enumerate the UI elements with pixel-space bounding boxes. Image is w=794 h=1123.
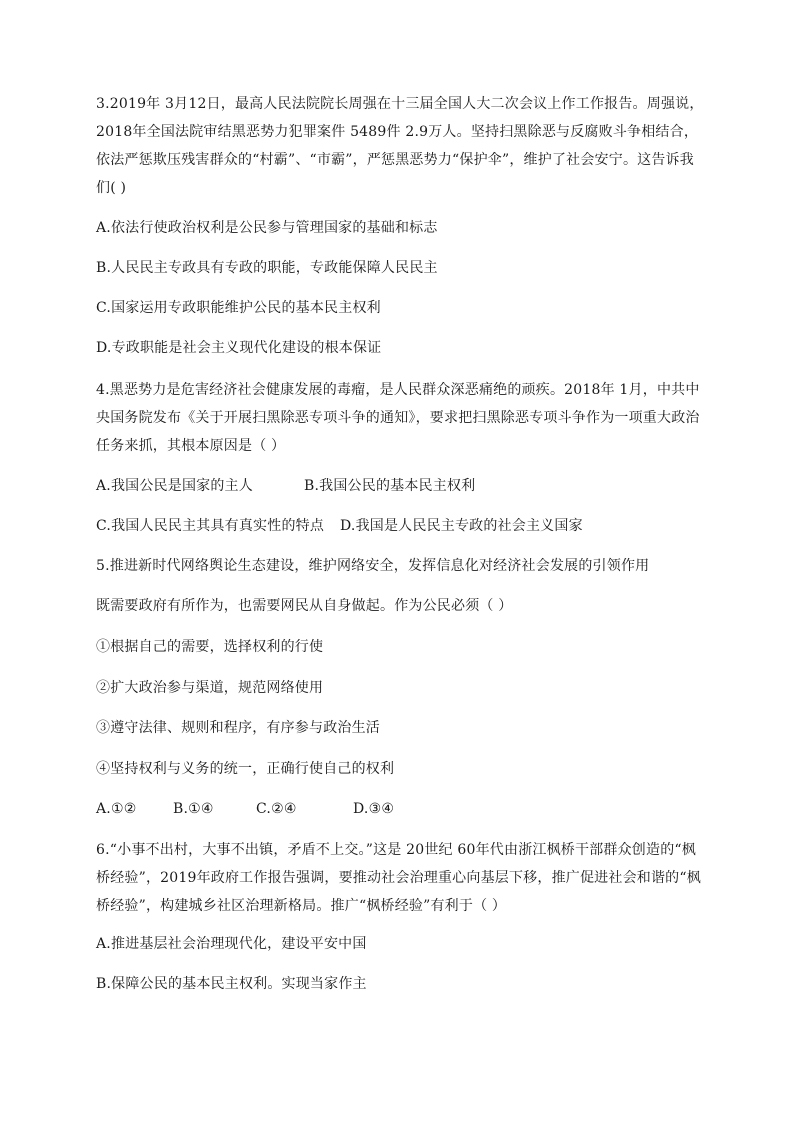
q3-option-d: D.专政职能是社会主义现代化建设的根本保证 <box>96 340 382 356</box>
q5-stem-line-1: 5.推进新时代网络舆论生态建设，维护网络安全，发挥信息化对经济社会发展的引领作用 <box>96 558 650 574</box>
q3-option-b: B.人民民主专政具有专政的职能，专政能保障人民民主 <box>96 260 438 276</box>
q4-option-a: A.我国公民是国家的主人 <box>96 478 253 494</box>
q4-option-d: D.我国是人民民主专政的社会主义国家 <box>340 518 583 534</box>
q3-option-c: C.国家运用专政职能维护公民的基本民主权利 <box>96 300 381 316</box>
q5-option-a: A.①② <box>96 801 137 817</box>
q3-stem: 3.2019年 3月12日，最高人民法院院长周强在十三届全国人大二次会议上作工作报告。周强说，2018年全国法院审结黑恶势力犯罪案件 5489件 2.9万人。坚持扫黑除恶与反腐败斗争相结合，依法严惩欺压残害群众的“村霸”、“市霸”，严惩黑恶势力“保护伞”，维护了社会安宁。这告诉我们( ) <box>96 96 704 196</box>
q6-option-a: A.推进基层社会治理现代化，建设平安中国 <box>96 936 367 952</box>
q4-options-row-1 <box>96 476 706 496</box>
q6-stem: 6.“小事不出村，大事不出镇，矛盾不上交。”这是 20世纪 60年代由浙江枫桥干部群众创造的“枫桥经验”，2019年政府工作报告强调，要推动社会治理重心向基层下移，推广促进社会和谐的“枫桥经验”，构建城乡社区治理新格局。推广“枫桥经验”有利于（ ） <box>96 842 701 914</box>
q5-options-row <box>96 799 706 819</box>
q3-option-a: A.依法行使政治权利是公民参与管理国家的基础和标志 <box>96 220 438 236</box>
q5-option-b: B.①④ <box>173 801 214 817</box>
q5-option-c: C.②④ <box>256 801 297 817</box>
q6-option-b: B.保障公民的基本民主权利。实现当家作主 <box>96 976 367 992</box>
q4-option-b: B.我国公民的基本民主权利 <box>304 478 476 494</box>
q4-options-row-2 <box>96 516 706 536</box>
q5-option-d: D.③④ <box>353 801 395 817</box>
q5-item-3: ③遵守法律、规则和程序，有序参与政治生活 <box>96 720 380 736</box>
q5-item-1: ①根据自己的需要，选择权利的行使 <box>96 639 324 655</box>
q5-item-2: ②扩大政治参与渠道，规范网络使用 <box>96 680 324 696</box>
q4-option-c: C.我国人民民主其具有真实性的特点 <box>96 518 325 534</box>
q5-item-4: ④坚持权利与义务的统一，正确行使自己的权利 <box>96 761 395 777</box>
q4-stem: 4.黑恶势力是危害经济社会健康发展的毒瘤，是人民群众深恶痛绝的顽疾。2018年 1月，中共中央国务院发布《关于开展扫黑除恶专项斗争的通知》，要求把扫黑除恶专项斗争作为一项重大政治任务来抓，其根本原因是（ ） <box>96 382 700 454</box>
q5-stem-line-2: 既需要政府有所作为，也需要网民从自身做起。作为公民必须（ ） <box>96 598 513 614</box>
